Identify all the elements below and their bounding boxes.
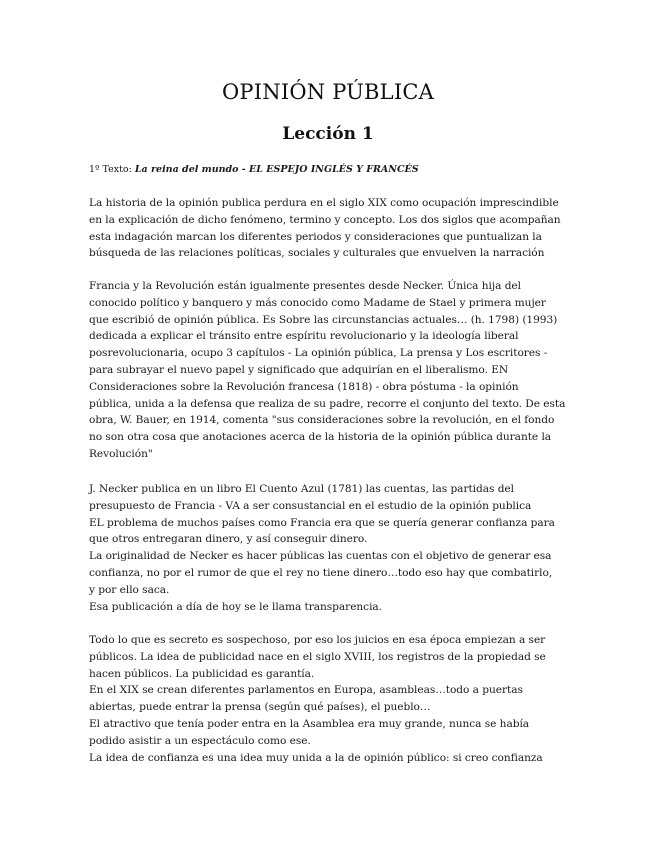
paragraph-line: La originalidad de Necker es hacer públicas las cuentas con el objetivo de generar esa — [89, 550, 552, 563]
paragraph-line: J. Necker publica en un libro El Cuento Azul (1781) las cuentas, las partidas del — [89, 483, 514, 495]
paragraph-line: conocido político y banquero y más conocido como Madame de Stael y primera mujer — [89, 296, 546, 309]
text-heading-title: La reina del mundo - EL ESPEJO INGLÉS Y FRANCÉS — [134, 164, 419, 175]
lesson-subtitle: Lección 1 — [282, 124, 374, 144]
paragraph-line: dedicada a explicar el tránsito entre espíritu revolucionario y la ideología liberal — [89, 330, 519, 343]
paragraph-line: en la explicación de dicho fenómeno, termino y concepto. Los dos siglos que acompañan — [89, 213, 561, 226]
paragraph-line: públicos. La idea de publicidad nace en el siglo XVIII, los registros de la propiedad se — [89, 650, 546, 663]
paragraph — [89, 632, 567, 766]
paragraph-line: posrevolucionaria, ocupo 3 capítulos - La opinión pública, La prensa y Los escritores - — [89, 347, 548, 360]
text-heading-prefix: 1º Texto: — [89, 164, 135, 175]
paragraph-line: hacen públicos. La publicidad es garantía. — [89, 667, 315, 680]
paragraph-line: La historia de la opinión publica perdura en el siglo XIX como ocupación imprescindible — [89, 197, 559, 209]
paragraph-line: La idea de confianza es una idea muy unida a la de opinión público: si creo confianza — [89, 751, 543, 764]
paragraph-line: presupuesto de Francia - VA a ser consustancial en el estudio de la opinión publica — [89, 499, 532, 512]
paragraph-line: para subrayar el nuevo papel y significado que adquirían en el liberalismo. EN — [89, 363, 509, 376]
paragraph-line: no son otra cosa que anotaciones acerca de la historia de la opinión pública durante la — [89, 431, 552, 444]
paragraph-line: Consideraciones sobre la Revolución francesa (1818) - obra póstuma - la opinión — [89, 380, 519, 393]
paragraph-line: búsqueda de las relaciones políticas, sociales y culturales que envuelven la narración — [89, 247, 545, 260]
paragraph — [89, 481, 567, 615]
paragraph-line: y por ello saca. — [89, 583, 170, 596]
paragraph-line: abiertas, puede entrar la prensa (según qué países), el pueblo… — [89, 701, 431, 714]
paragraph-line: Esa publicación a día de hoy se le llama transparencia. — [89, 600, 382, 613]
paragraph-line: EL problema de muchos países como Francia era que se quería generar confianza para — [89, 516, 555, 529]
paragraph-line: Francia y la Revolución están igualmente presentes desde Necker. Única hija del — [89, 280, 521, 292]
paragraph-line: En el XIX se crean diferentes parlamentos en Europa, asambleas…todo a puertas — [89, 684, 523, 697]
paragraph-line: podido asistir a un espectáculo como ese. — [89, 734, 311, 747]
paragraph-line: Todo lo que es secreto es sospechoso, por eso los juicios en esa época empiezan a ser — [89, 634, 546, 646]
paragraph-line: que escribió de opinión pública. Es Sobre las circunstancias actuales… (h. 1798) (1993) — [89, 313, 558, 326]
paragraph-line: confianza, no por el rumor de que el rey no tiene dinero…todo eso hay que combatirlo, — [89, 566, 553, 579]
paragraph-line: El atractivo que tenía poder entra en la Asamblea era muy grande, nunca se había — [89, 717, 530, 730]
paragraph-line: que otros entregaran dinero, y así conseguir dinero. — [89, 533, 368, 546]
paragraph-line: obra, W. Bauer, en 1914, comenta "sus consideraciones sobre la revolución, en el fondo — [89, 414, 555, 427]
paragraph-line: Revolución" — [89, 447, 153, 460]
paragraph-line: pública, unida a la defensa que realiza de su padre, recorre el conjunto del texto. De esta — [89, 397, 566, 410]
paragraph — [89, 278, 567, 463]
document-title: OPINIÓN PÚBLICA — [222, 80, 434, 104]
text-heading — [89, 163, 567, 177]
paragraph — [89, 195, 567, 262]
paragraph-line: esta indagación marcan los diferentes periodos y consideraciones que puntualizan la — [89, 230, 542, 243]
